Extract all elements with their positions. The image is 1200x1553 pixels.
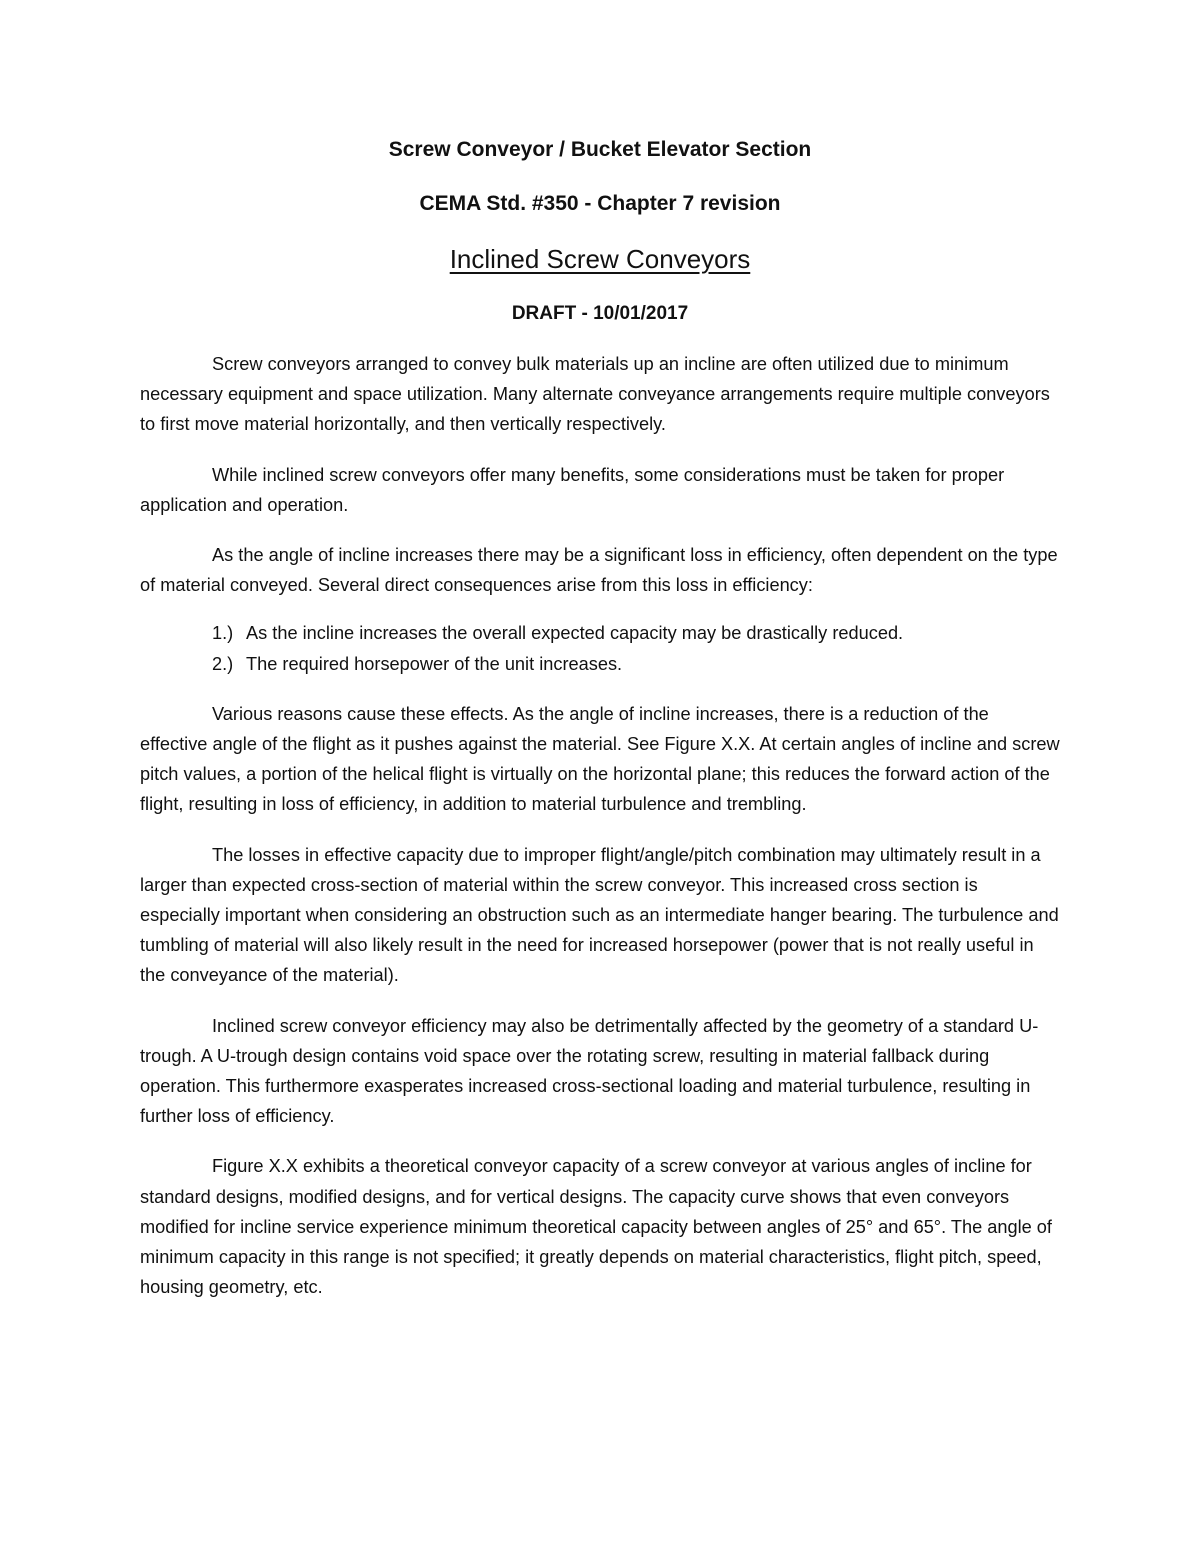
standard-heading: CEMA Std. #350 - Chapter 7 revision: [419, 192, 781, 215]
list-item-number: 2.): [212, 653, 234, 674]
paragraph-benefits: While inclined screw conveyors offer many benefits, some considerations must be taken for proper application and operation.: [140, 464, 1005, 515]
paragraph-capacity-losses: The losses in effective capacity due to improper flight/angle/pitch combination may ultimately result in a larger than expected cross-section of material within the screw conveyor. This increased cross section is especially important when considering an obstruction such as an intermediate hanger bearing. The turbulence and tumbling of material will also likely result in the need for increased horsepower (power that is not really useful in the conveyance of the material).: [140, 844, 1059, 986]
list-item-number: 1.): [212, 623, 234, 644]
paragraph-reasons: Various reasons cause these effects. As the angle of incline increases, there is a reduction of the effective angle of the flight as it pushes against the material. See Figure X.X. At certain angles of incline and screw pitch values, a portion of the helical flight is virtually on the horizontal plane; this reduces the forward action of the flight, resulting in loss of efficiency, in addition to material turbulence and trembling.: [140, 703, 1060, 815]
consequences-list: [140, 618, 1060, 678]
paragraph-figure-capacity: Figure X.X exhibits a theoretical conveyor capacity of a screw conveyor at various angles of incline for standard designs, modified designs, and for vertical designs. The capacity curve shows that even conveyors modified for incline service experience minimum theoretical capacity between angles of 25° and 65°. The angle of minimum capacity in this range is not specified; it greatly depends on material characteristics, flight pitch, speed, housing geometry, etc.: [140, 1156, 1052, 1298]
section-heading: Screw Conveyor / Bucket Elevator Section: [388, 138, 812, 161]
paragraph-efficiency-loss: As the angle of incline increases there may be a significant loss in efficiency, often dependent on the type of material conveyed. Several direct consequences arise from this loss in efficiency:: [140, 545, 1058, 596]
paragraph-u-trough: Inclined screw conveyor efficiency may also be detrimentally affected by the geometry of a standard U-trough. A U-trough design contains void space over the rotating screw, resulting in material fallback during operation. This furthermore exasperates increased cross-sectional loading and material turbulence, resulting in further loss of efficiency.: [140, 1015, 1039, 1127]
draft-date: DRAFT - 10/01/2017: [511, 303, 689, 324]
document-title: Inclined Screw Conveyors: [449, 244, 751, 274]
list-item: [212, 649, 1060, 679]
list-item-text: The required horsepower of the unit increases.: [246, 653, 623, 674]
list-item: [212, 618, 1060, 648]
paragraph-intro: Screw conveyors arranged to convey bulk materials up an incline are often utilized due to minimum necessary equipment and space utilization. Many alternate conveyance arrangements require multiple conveyors to first move material horizontally, and then vertically respectively.: [140, 354, 1050, 435]
list-item-text: As the incline increases the overall expected capacity may be drastically reduced.: [246, 623, 904, 644]
